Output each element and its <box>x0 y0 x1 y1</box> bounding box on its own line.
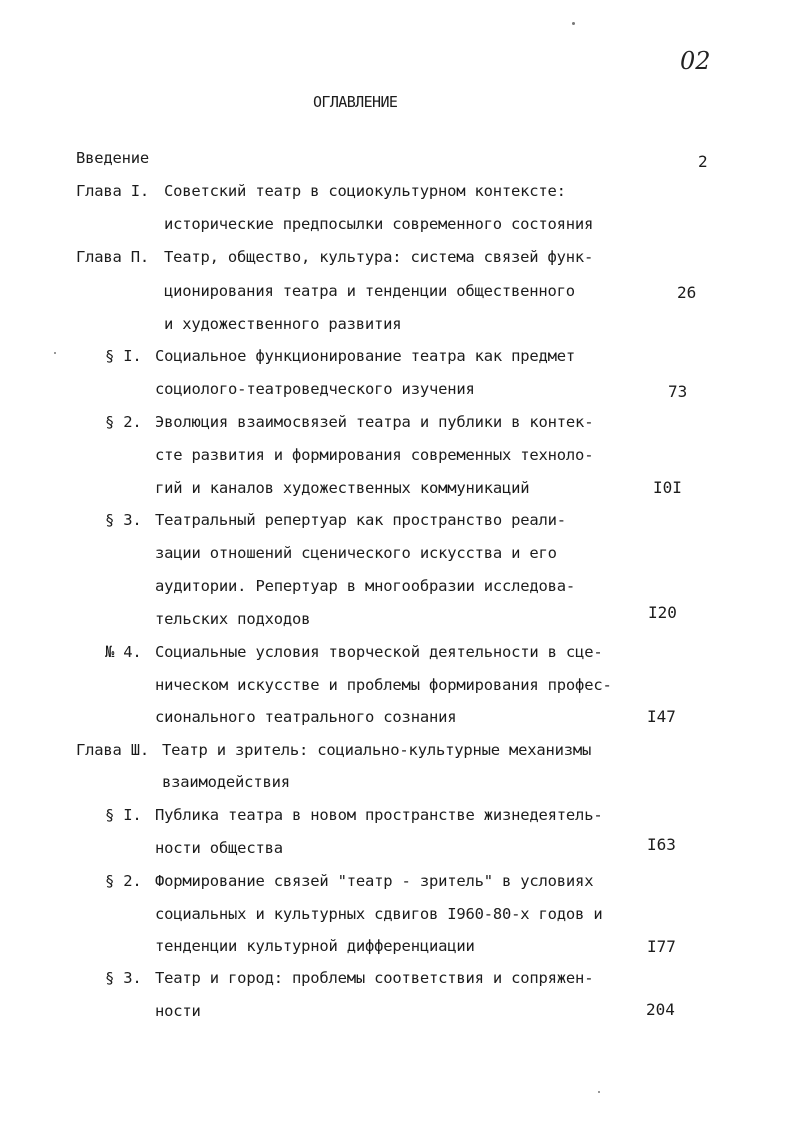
ch2-s1-line-2: социолого-театроведческого изучения <box>155 380 475 398</box>
ch2-s3-line-1: Театральный репертуар как пространство реали- <box>155 511 566 529</box>
ch1-line-2: исторические предпосылки современного состояния <box>164 215 594 233</box>
scan-speck <box>598 1091 600 1093</box>
ch2-s3-line-4: тельских подходов <box>155 610 311 628</box>
ch3-s2-page: I77 <box>647 937 676 956</box>
ch2-page: 26 <box>677 283 697 302</box>
ch2-s1-label: § I. <box>105 347 142 365</box>
ch1-line-1: Советский театр в социокультурном контексте: <box>164 182 566 200</box>
ch3-s3-page: 204 <box>646 1000 675 1019</box>
ch2-s2-line-2: сте развития и формирования современных техноло- <box>155 446 594 464</box>
intro-label: Введение <box>76 149 150 167</box>
ch2-s1-line-1: Социальное функционирование театра как предмет <box>155 347 576 365</box>
handwritten-page-mark: 02 <box>680 47 711 75</box>
ch2-s4-line-1: Социальные условия творческой деятельности в сце- <box>155 643 603 661</box>
ch2-s4-label: № 4. <box>105 643 142 661</box>
ch2-s2-line-3: гий и каналов художественных коммуникаций <box>155 479 530 497</box>
ch2-s4-line-2: ническом искусстве и проблемы формирования профес- <box>155 676 612 694</box>
ch2-line-3: и художественного развития <box>164 315 402 333</box>
ch3-s2-label: § 2. <box>105 872 142 890</box>
ch2-s3-line-2: зации отношений сценического искусства и его <box>155 544 557 562</box>
ch2-s3-page: I20 <box>648 603 677 622</box>
ch3-line-1: Театр и зритель: социально-культурные механизмы <box>162 741 592 759</box>
ch2-s4-page: I47 <box>647 707 676 726</box>
ch2-s3-line-3: аудитории. Репертуар в многообразии исследова- <box>155 577 576 595</box>
scan-speck <box>572 22 575 25</box>
ch3-s1-label: § I. <box>105 806 142 824</box>
ch2-s2-page: I0I <box>653 478 682 497</box>
ch3-label: Глава Ш. <box>76 741 150 759</box>
ch3-s1-line-1: Публика театра в новом пространстве жизнедеятель- <box>155 806 603 824</box>
ch3-s2-line-1: Формирование связей "театр - зритель" в условиях <box>155 872 594 890</box>
ch2-s2-line-1: Эволюция взаимосвязей театра и публики в контек- <box>155 413 594 431</box>
ch2-label: Глава П. <box>76 248 150 266</box>
ch3-s3-label: § 3. <box>105 969 142 987</box>
ch3-s3-line-1: Театр и город: проблемы соответствия и сопряжен- <box>155 969 594 987</box>
ch2-s1-page: 73 <box>668 382 688 401</box>
ch2-line-1: Театр, общество, культура: система связей функ- <box>164 248 594 266</box>
ch3-line-2: взаимодействия <box>162 773 290 791</box>
ch3-s2-line-2: социальных и культурных сдвигов I960-80-х годов и <box>155 905 603 923</box>
intro-page: 2 <box>698 152 708 171</box>
page-title: ОГЛАВЛЕНИЕ <box>313 93 398 111</box>
ch2-line-2: ционирования театра и тенденции общественного <box>164 282 575 300</box>
ch1-label: Глава I. <box>76 182 150 200</box>
ch3-s3-line-2: ности <box>155 1002 201 1020</box>
scan-speck <box>54 352 56 354</box>
ch3-s1-line-2: ности общества <box>155 839 283 857</box>
ch2-s3-label: § 3. <box>105 511 142 529</box>
ch3-s2-line-3: тенденции культурной дифференциации <box>155 937 475 955</box>
ch2-s2-label: § 2. <box>105 413 142 431</box>
ch3-s1-page: I63 <box>647 835 676 854</box>
ch2-s4-line-3: сионального театрального сознания <box>155 708 457 726</box>
